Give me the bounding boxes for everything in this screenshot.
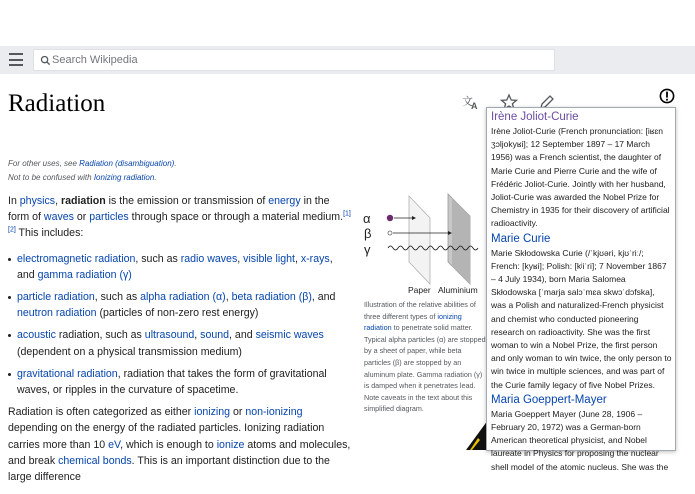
ionize-link[interactable]: ionize <box>216 438 245 451</box>
list-item: particle radiation, such as alpha radiation (α), beta radiation (β), and neutron radiation (particles of non-zero rest energy) <box>8 289 353 321</box>
radio-waves-link[interactable]: radio waves <box>180 252 238 265</box>
notice-exclamation-icon[interactable] <box>659 88 675 104</box>
alpha-label: α <box>363 211 371 226</box>
beta-label: β <box>364 226 372 241</box>
popup-item-title[interactable]: Irène Joliot-Curie <box>491 111 579 123</box>
suggestions-popup <box>486 107 676 472</box>
reference-link[interactable]: [1][2] <box>8 210 351 234</box>
em-radiation-link[interactable]: electromagnetic radiation <box>17 252 136 265</box>
neutron-radiation-link[interactable]: neutron radiation <box>17 307 97 320</box>
figure-caption: Illustration of the relative abilities of three different types of ionizing radiation to penetrate solid matter. Typical alpha particles (α) are stopped by a sheet of paper, while beta particles (β) are stopped by an aluminum plate. Gamma radiation (γ) is damped when it penetrates lead. Note caveats in the text about this simplified diagram. <box>364 300 486 414</box>
search-icon <box>40 55 51 66</box>
categorization-paragraph: Radiation is often categorized as either ionizing or non-ionizing depending on the energy of the radiated particles. Ionizing radiation carries more than 10 eV, which is enough to ionize atoms and molecules, and break chemical bonds. This is an important distinction due to the large difference <box>8 406 351 484</box>
ionizing-link[interactable]: ionizing <box>194 406 231 419</box>
penetration-diagram <box>362 190 487 298</box>
header-bar <box>0 46 695 74</box>
chemical-bonds-link[interactable]: chemical bonds <box>58 454 132 467</box>
page-title: Radiation <box>8 90 106 117</box>
penetration-figure[interactable] <box>362 190 487 414</box>
search-box[interactable] <box>33 49 555 71</box>
intro-paragraph: In physics, radiation is the emission or transmission of energy in the form of waves or particles through space or through a material medium.[1][2] This includes: <box>8 195 351 240</box>
aluminium-plate-shade <box>452 198 470 284</box>
non-ionizing-link[interactable]: non-ionizing <box>245 406 303 419</box>
radiation-types-list <box>8 251 353 399</box>
popup-item-title[interactable]: Maria Goeppert-Mayer <box>491 393 607 406</box>
caption-ionizing-radiation-link[interactable]: ionizing radiation <box>364 311 462 333</box>
beta-radiation-link[interactable]: beta radiation (β) <box>231 291 312 304</box>
particles-link[interactable]: particles <box>89 211 129 224</box>
particle-radiation-link[interactable]: particle radiation <box>17 291 95 304</box>
popup-item-title[interactable]: Marie Curie <box>491 232 551 245</box>
aluminium-label: Aluminium <box>438 285 478 295</box>
hamburger-menu-icon[interactable] <box>9 53 23 66</box>
popup-item-summary: Marie Skłodowska Curie (/ˈkjʊəri, kjʊˈriː/; French: [kyʁi]; Polish: [kʲiˈri]; 7 November 1867 – 4 July 1934), born Maria Salomea Skłodowska [ˈmarja salɔˈmɛa skwɔˈdɔfska], was a Polish and naturalized-French physicist and chemist who conducted pioneering research on radioactivity. She was the first woman to win a Nobel Prize, the first person and only woman to win twice, the only person to win twice in multiple sciences, and was part of the Curie family legacy of five Nobel Prizes. <box>491 247 672 390</box>
x-rays-link[interactable]: x-rays <box>300 252 330 265</box>
article-content <box>8 193 353 494</box>
disambiguation-link[interactable]: Radiation (disambiguation) <box>79 159 175 168</box>
popup-item-summary: Maria Goeppert Mayer (June 28, 1906 – February 20, 1972) was a German-born American theoretical physicist, and Nobel laureate in Physics for proposing the nuclear shell model of the atomic nucleus. She was the <box>491 408 669 472</box>
list-item: acoustic radiation, such as ultrasound, sound, and seismic waves (dependent on a physical transmission medium) <box>8 327 353 359</box>
energy-link[interactable]: energy <box>268 195 301 207</box>
list-item: gravitational radiation, radiation that takes the form of gravitational waves, or ripples in the curvature of spacetime. <box>8 366 353 398</box>
sound-link[interactable]: sound <box>200 329 230 342</box>
seismic-waves-link[interactable]: seismic waves <box>255 329 324 342</box>
alpha-particle-icon <box>387 215 393 221</box>
gamma-label: γ <box>364 242 371 257</box>
physics-link[interactable]: physics <box>19 195 56 207</box>
visible-light-link[interactable]: visible light <box>243 252 295 265</box>
alpha-radiation-link[interactable]: alpha radiation (α) <box>140 291 226 304</box>
paper-sheet <box>409 196 430 284</box>
hatnote-other-uses: For other uses, see Radiation (disambiguation). <box>8 159 177 168</box>
list-item: electromagnetic radiation, such as radio waves, visible light, x-rays, and gamma radiation (γ) <box>8 251 353 283</box>
waves-link[interactable]: waves <box>43 211 74 224</box>
ultrasound-link[interactable]: ultrasound <box>144 329 195 342</box>
hatnote-not-confused: Not to be confused with Ionizing radiation. <box>8 173 157 182</box>
ev-link[interactable]: eV <box>108 438 121 451</box>
language-icon[interactable] <box>462 94 480 110</box>
lead-block-image <box>466 410 488 450</box>
search-input[interactable] <box>52 50 547 70</box>
acoustic-link[interactable]: acoustic <box>17 329 56 342</box>
top-spacer <box>0 0 695 46</box>
ionizing-radiation-link[interactable]: Ionizing radiation <box>93 173 155 182</box>
paper-label: Paper <box>408 285 431 295</box>
beta-particle-icon <box>388 231 392 235</box>
gamma-radiation-link[interactable]: gamma radiation (γ) <box>37 268 132 281</box>
popup-item-summary: Irène Joliot-Curie (French pronunciation: [iʁɛn ʒɔljokyʁi]; 12 September 1897 – 17 March 1956) was a French scientist, the daughter of Marie Curie and Pierre Curie and the wife of Frédéric Joliot-Curie. Jointly with her husband, Joliot-Curie was awarded the Nobel Prize for Chemistry in 1935 for their discovery of artificial radioactivity. <box>491 126 670 229</box>
gravitational-radiation-link[interactable]: gravitational radiation <box>17 367 118 380</box>
svg-text:A: A <box>471 101 478 111</box>
svg-text:文: 文 <box>462 96 473 108</box>
